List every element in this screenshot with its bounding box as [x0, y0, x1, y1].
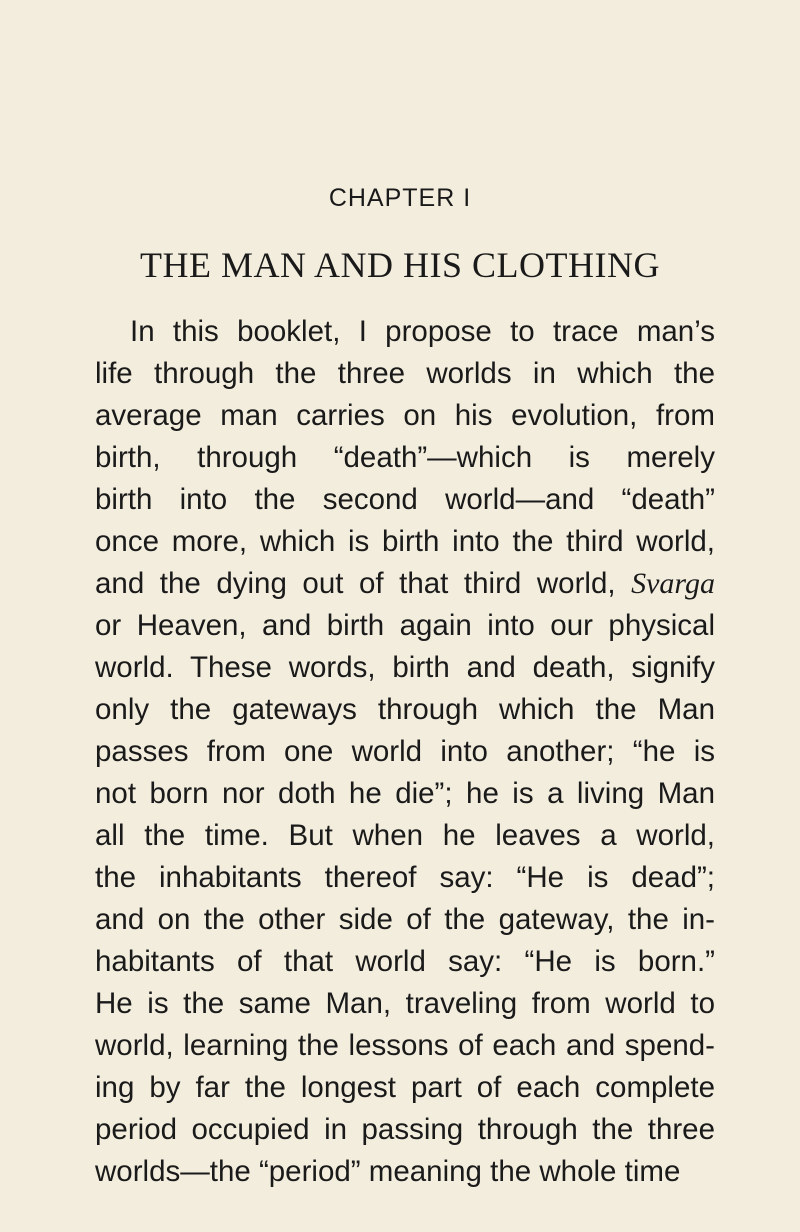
- text-line: birth, through “death”—which is merely: [95, 441, 715, 474]
- text-line: once more, which is birth into the third world,: [95, 525, 715, 558]
- text-line: In this booklet, I propose to trace man’s: [130, 315, 715, 348]
- chapter-title: THE MAN AND HIS CLOTHING: [140, 245, 660, 285]
- text-line: period occupied in passing through the three: [95, 1113, 715, 1146]
- text-line: [95, 563, 715, 605]
- text-line: world, learning the lessons of each and spend-: [95, 1029, 715, 1062]
- text-line: not born nor doth he die”; he is a living Man: [95, 777, 715, 810]
- text-line: the inhabitants thereof say: “He is dead”;: [95, 861, 715, 894]
- body-paragraph: [95, 311, 715, 1193]
- chapter-label: CHAPTER I: [328, 184, 472, 212]
- text-line: habitants of that world say: “He is born.”: [95, 945, 715, 978]
- text-line: ing by far the longest part of each complete: [95, 1071, 715, 1104]
- text-line: life through the three worlds in which the: [95, 357, 715, 390]
- text-line: and on the other side of the gateway, the in-: [95, 903, 715, 936]
- text-line: only the gateways through which the Man: [95, 693, 715, 726]
- text-line: all the time. But when he leaves a world,: [95, 819, 715, 852]
- italic-term: Svarga: [631, 567, 715, 600]
- text-line: average man carries on his evolution, from: [95, 399, 715, 432]
- text-line-segment: and the dying out of that third world,: [95, 567, 632, 600]
- text-line: He is the same Man, traveling from world to: [95, 987, 715, 1020]
- text-line: or Heaven, and birth again into our physical: [95, 609, 715, 642]
- text-line: birth into the second world—and “death”: [95, 483, 715, 516]
- text-line: world. These words, birth and death, signify: [95, 651, 715, 684]
- text-line: worlds—the “period” meaning the whole time: [95, 1155, 681, 1188]
- text-line: passes from one world into another; “he is: [95, 735, 715, 768]
